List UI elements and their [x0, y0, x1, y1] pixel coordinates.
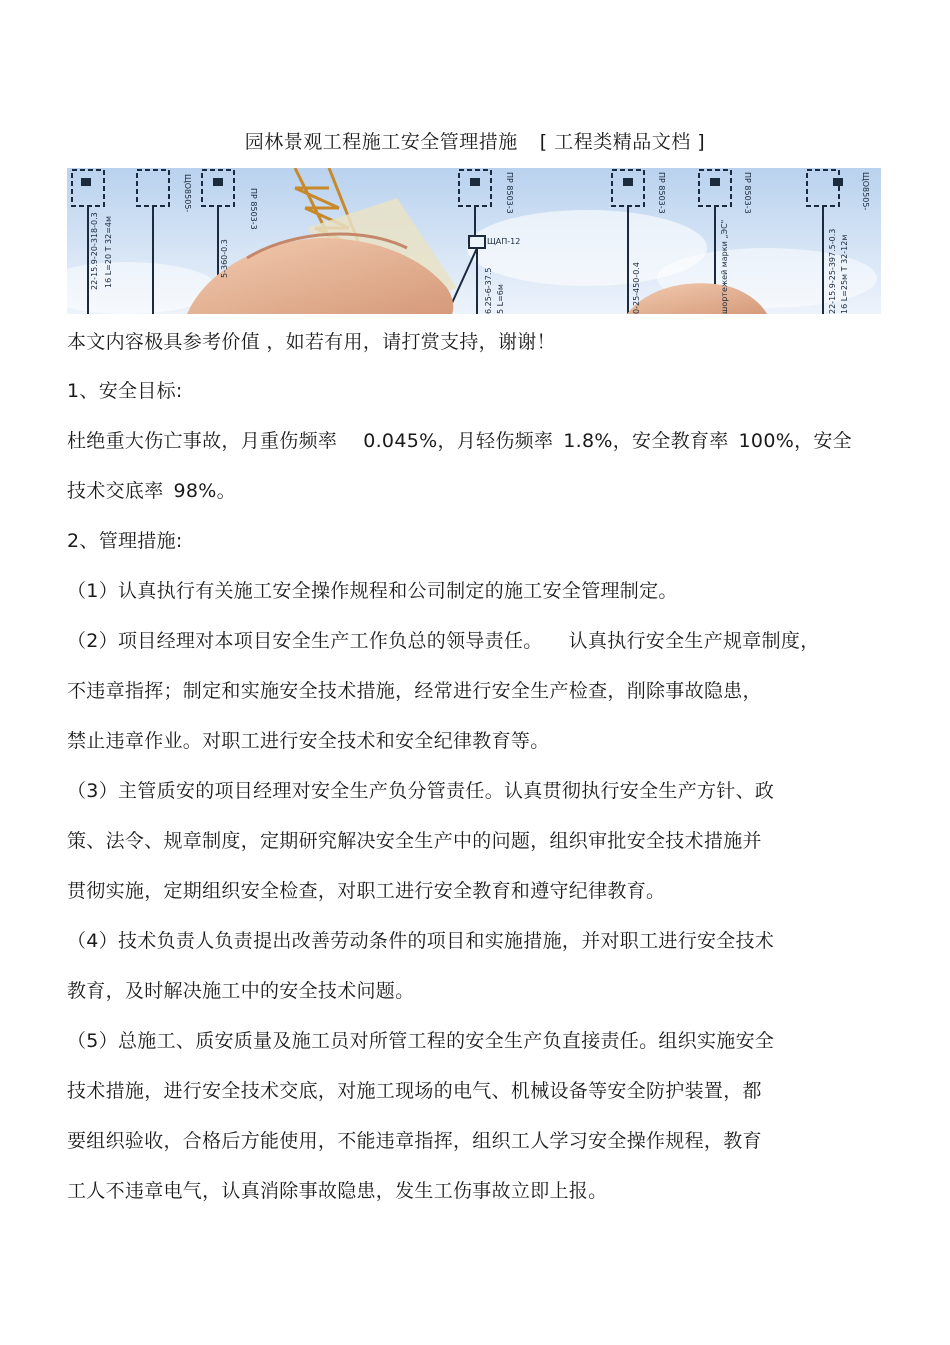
para-5-line-2: 技术措施，进行安全技术交底，对施工现场的电气、机械设备等安全防护装置，都: [67, 1080, 762, 1102]
banner-label-5: ПР 8503-3: [657, 172, 666, 214]
para-3-line-2: 策、法令、规章制度，定期研究解决安全生产中的问题，组织审批安全技术措施并: [67, 830, 762, 852]
banner-label-12: 5 L=6м: [496, 284, 505, 314]
section1-text-e: 技术交底率: [67, 480, 164, 502]
title-text: 园林景观工程施工安全管理措施: [244, 131, 518, 153]
banner-label-9: 16 L=20 Т 32=4м: [104, 215, 113, 288]
section1-text-c: 1.8%，安全教育率: [563, 430, 729, 452]
banner-label-11: 6.25-6-37.5: [484, 267, 493, 314]
para-5-line-3: 要组织验收，合格后方能使用，不能违章指挥，组织工人学习安全操作规程，教育: [67, 1130, 762, 1152]
section1-line-2: [67, 477, 887, 505]
para-5-line-1: （5）总施工、质安质量及施工员对所管工程的安全生产负直接责任。组织实施安全: [67, 1030, 775, 1052]
section1-line-1: [67, 427, 887, 455]
section1-text-d: 100%，安全: [738, 430, 852, 452]
banner-label-15: 22-15.9-25-397.5-0.3: [828, 228, 837, 314]
banner-label-8: 22-15.9-20-318-0.3: [90, 212, 99, 290]
para-2-line-1: [67, 627, 887, 655]
para-3-line-1: （3）主管质安的项目经理对安全生产负分管责任。认真贯彻执行安全生产方针、政: [67, 780, 775, 802]
banner-label-14: шортежей марки „ЭС": [720, 219, 729, 314]
banner-label-2: ПР 8503-3: [249, 188, 258, 230]
page-title: [0, 128, 950, 156]
para-2-line-2: 不违章指挥；制定和实施安全技术措施，经常进行安全生产检查，削除事故隐患，: [67, 680, 762, 702]
banner-image: [67, 168, 881, 314]
section2-heading: 2、管理措施:: [67, 530, 183, 552]
banner-label-10: 5-360-0.3: [220, 239, 229, 278]
banner-label-4: ЩАП-12: [487, 237, 521, 246]
banner-label-16: 16 L=25м Т 32-12м: [840, 234, 849, 314]
para-4-line-1: （4）技术负责人负责提出改善劳动条件的项目和实施措施，并对职工进行安全技术: [67, 930, 775, 952]
section1-heading: 1、安全目标:: [67, 380, 183, 402]
banner-label-7: ЩО8505-: [861, 172, 870, 211]
section1-text-f: 98%。: [173, 480, 236, 502]
para-3-line-3: 贯彻实施，定期组织安全检查，对职工进行安全教育和遵守纪律教育。: [67, 880, 666, 902]
para-2-line-3: 禁止违章作业。对职工进行安全技术和安全纪律教育等。: [67, 730, 550, 752]
para-5-line-4: 工人不违章电气，认真消除事故隐患，发生工伤事故立即上报。: [67, 1180, 608, 1202]
banner-label-1: ЩО8505-: [183, 174, 192, 213]
title-tag: [ 工程类精品文档 ]: [539, 131, 706, 153]
banner-illustration: [67, 168, 881, 314]
banner-label-6: ПР 8503-3: [743, 172, 752, 214]
banner-label-13: 0-25-450-0.4: [632, 262, 641, 314]
section1-text-a: 杜绝重大伤亡事故，月重伤频率: [67, 430, 338, 452]
para-1-line-1: （1）认真执行有关施工安全操作规程和公司制定的施工安全管理制定。: [67, 580, 678, 602]
para-2-text-a: （2）项目经理对本项目安全生产工作负总的领导责任。: [67, 630, 543, 652]
para-2-text-b: 认真执行安全生产规章制度，: [568, 630, 820, 652]
section1-text-b: 0.045%，月轻伤频率: [363, 430, 554, 452]
intro-line: 本文内容极具参考价值 ，如若有用，请打赏支持，谢谢！: [67, 331, 556, 353]
para-4-line-2: 教育，及时解决施工中的安全技术问题。: [67, 980, 415, 1002]
banner-label-3: ПР 8503-3: [505, 172, 514, 214]
